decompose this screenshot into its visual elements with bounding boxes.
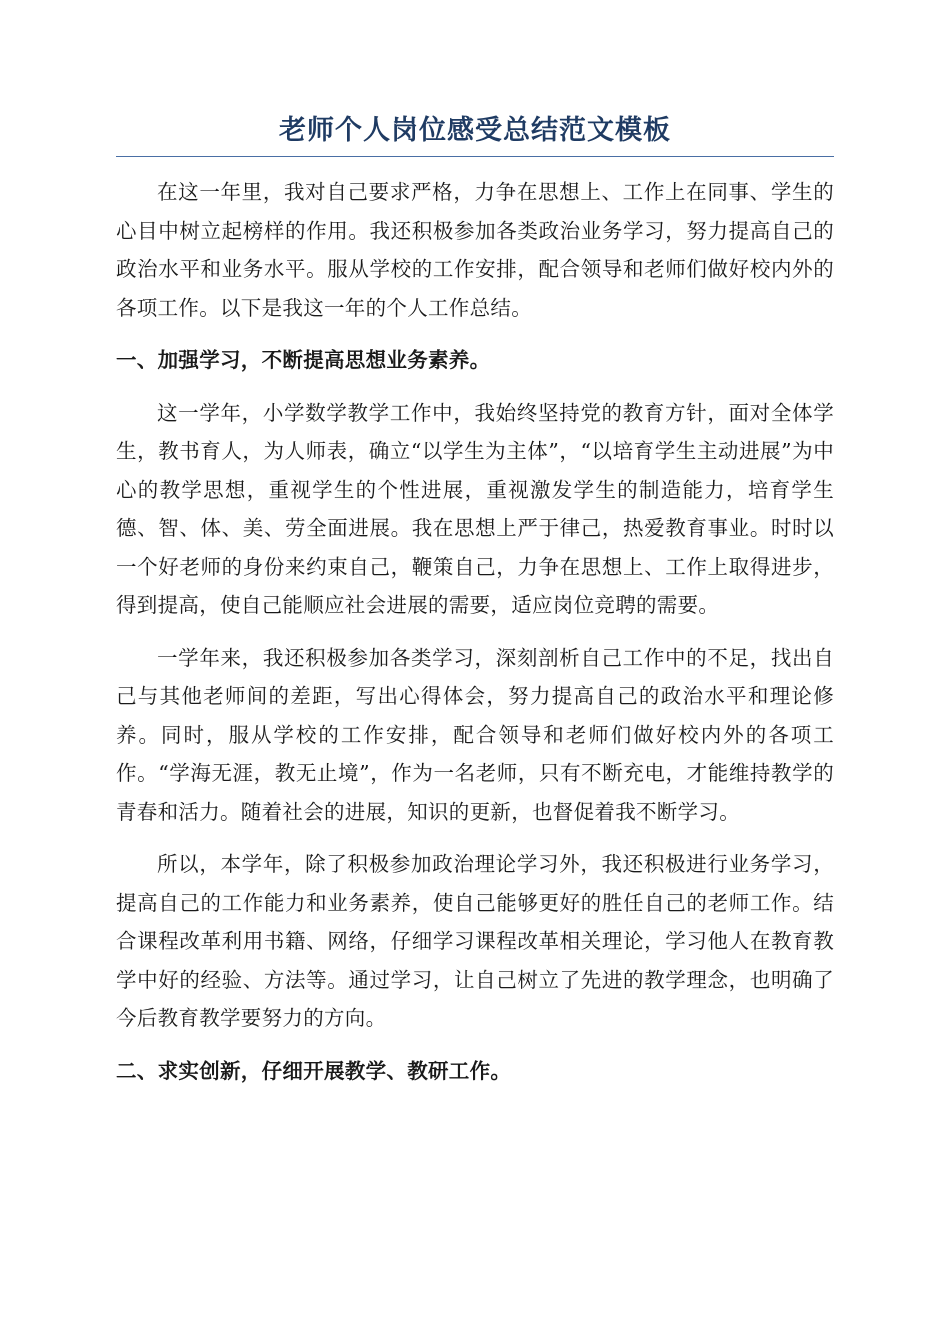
paragraph-section1-c: 所以，本学年，除了积极参加政治理论学习外，我还积极进行业务学习，提高自己的工作能力和业务素养，使自己能够更好的胜任自己的老师工作。结合课程改革利用书籍、网络，仔细学习课程改革相关理论，学习他人在教育教学中好的经验、方法等。通过学习，让自己树立了先进的教学理念，也明确了今后教育教学要努力的方向。: [116, 852, 834, 1030]
document-page: [116, 108, 834, 1104]
paragraph-section1-b: 一学年来，我还积极参加各类学习，深刻剖析自己工作中的不足，找出自己与其他老师间的差距，写出心得体会，努力提高自己的政治水平和理论修养。同时，服从学校的工作安排，配合领导和老师们做好校内外的各项工作。“学海无涯，教无止境”，作为一名老师，只有不断充电，才能维持教学的青春和活力。随着社会的进展，知识的更新，也督促着我不断学习。: [116, 645, 834, 824]
title-underline: [116, 156, 834, 157]
paragraph-section1-a: 这一学年，小学数学教学工作中，我始终坚持党的教育方针，面对全体学生，教书育人，为人师表，确立“以学生为主体”，“以培育学生主动进展”为中心的教学思想，重视学生的个性进展，重视激发学生的制造能力，培育学生德、智、体、美、劳全面进展。我在思想上严于律己，热爱教育事业。时时以一个好老师的身份来约束自己，鞭策自己，力争在思想上、工作上取得进步，得到提高，使自己能顺应社会进展的需要，适应岗位竞聘的需要。: [116, 400, 834, 617]
paragraph-intro: 在这一年里，我对自己要求严格，力争在思想上、工作上在同事、学生的心目中树立起榜样的作用。我还积极参加各类政治业务学习，努力提高自己的政治水平和业务水平。服从学校的工作安排，配合领导和老师们做好校内外的各项工作。以下是我这一年的个人工作总结。: [116, 180, 834, 320]
section-heading-1: 一、加强学习，不断提高思想业务素养。: [116, 348, 491, 372]
section-heading-2: 二、求实创新，仔细开展教学、教研工作。: [116, 1058, 512, 1083]
document-title: 老师个人岗位感受总结范文模板: [279, 115, 671, 146]
